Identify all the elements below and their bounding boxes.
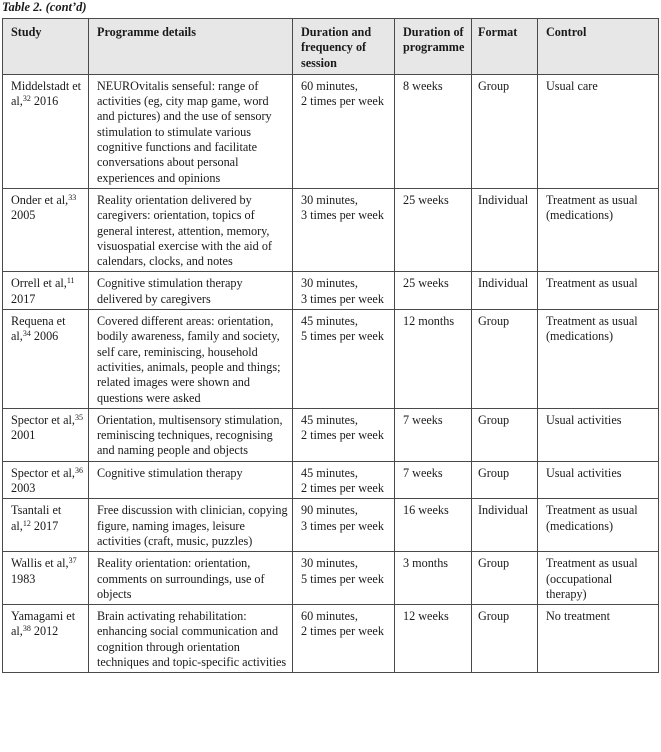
format-cell: Group [472, 74, 538, 188]
session-length: 60 minutes, [301, 78, 358, 93]
session-cell [293, 408, 395, 461]
programme-duration-cell: 3 months [395, 552, 472, 605]
format-cell: Group [472, 461, 538, 499]
format-cell: Group [472, 552, 538, 605]
reference-number: 33 [68, 192, 77, 202]
programme-details-cell: Orientation, multisensory stimulation, reminiscing techniques, recognising and naming people and objects [89, 408, 293, 461]
study-authors: Spector et al, [11, 412, 75, 427]
reference-number: 38 [22, 624, 31, 634]
study-cell [3, 605, 89, 673]
session-length: 45 minutes, [301, 412, 358, 427]
control-cell: Treatment as usual (occupational therapy) [538, 552, 659, 605]
programme-duration-cell: 16 weeks [395, 499, 472, 552]
session-frequency: 2 times per week [301, 481, 384, 496]
study-year: 2017 [11, 291, 36, 306]
session-length: 30 minutes, [301, 276, 358, 291]
programme-details-cell: Covered different areas: orientation, bodily awareness, family and society, self care, reminiscing, household activities, animals, people and things; related images were shown and questions were asked [89, 310, 293, 409]
control-cell: Treatment as usual (medications) [538, 188, 659, 271]
session-cell [293, 310, 395, 409]
study-cell [3, 74, 89, 188]
study-year: 2017 [30, 518, 59, 533]
control-cell: Treatment as usual [538, 272, 659, 310]
study-year: 2012 [30, 624, 59, 639]
table-body [3, 74, 659, 672]
session-cell [293, 272, 395, 310]
header-study: Study [3, 19, 89, 75]
programme-duration-cell: 12 weeks [395, 605, 472, 673]
study-cell [3, 272, 89, 310]
study-year: 2006 [30, 329, 59, 344]
table-header [3, 19, 659, 75]
header-control: Control [538, 19, 659, 75]
programme-duration-cell: 12 months [395, 310, 472, 409]
reference-number: 11 [66, 276, 75, 286]
programme-details-cell: Brain activating rehabilitation: enhancing social communication and cognition through orientation techniques and topic-specific activities [89, 605, 293, 673]
session-cell [293, 74, 395, 188]
session-frequency: 2 times per week [301, 94, 384, 109]
session-length: 45 minutes, [301, 465, 358, 480]
study-year: 2016 [30, 94, 59, 109]
control-cell: Usual care [538, 74, 659, 188]
study-year: 2005 [11, 208, 36, 223]
reference-number: 12 [22, 518, 31, 528]
session-frequency: 2 times per week [301, 428, 384, 443]
table-row [3, 605, 659, 673]
format-cell: Group [472, 408, 538, 461]
session-cell [293, 605, 395, 673]
session-frequency: 2 times per week [301, 624, 384, 639]
session-length: 90 minutes, [301, 503, 358, 518]
session-frequency: 5 times per week [301, 329, 384, 344]
session-cell [293, 188, 395, 271]
study-cell [3, 408, 89, 461]
session-cell [293, 499, 395, 552]
session-frequency: 5 times per week [301, 571, 384, 586]
table-row [3, 552, 659, 605]
studies-table [2, 18, 659, 673]
study-authors: Onder et al, [11, 192, 69, 207]
format-cell: Individual [472, 499, 538, 552]
study-authors: Orrell et al, [11, 276, 67, 291]
control-cell: Usual activities [538, 408, 659, 461]
session-length: 30 minutes, [301, 192, 358, 207]
control-cell: Treatment as usual (medications) [538, 310, 659, 409]
programme-duration-cell: 7 weeks [395, 408, 472, 461]
table-row [3, 310, 659, 409]
table-row [3, 272, 659, 310]
session-cell [293, 552, 395, 605]
study-authors: Requena et al, [11, 314, 66, 344]
study-year: 1983 [11, 571, 36, 586]
programme-details-cell: Free discussion with clinician, copying figure, naming images, leisure activities (craft, music, puzzles) [89, 499, 293, 552]
session-length: 60 minutes, [301, 609, 358, 624]
session-frequency: 3 times per week [301, 208, 384, 223]
reference-number: 37 [68, 556, 77, 566]
session-length: 30 minutes, [301, 556, 358, 571]
study-authors: Tsantali et al, [11, 503, 62, 533]
control-cell: Usual activities [538, 461, 659, 499]
study-cell [3, 461, 89, 499]
reference-number: 34 [22, 329, 31, 339]
study-cell [3, 552, 89, 605]
study-authors: Yamagami et al, [11, 609, 76, 639]
session-frequency: 3 times per week [301, 518, 384, 533]
session-length: 45 minutes, [301, 314, 358, 329]
control-cell: Treatment as usual (medications) [538, 499, 659, 552]
programme-details-cell: Cognitive stimulation therapy [89, 461, 293, 499]
study-authors: Middelstadt et al, [11, 78, 82, 109]
session-cell [293, 461, 395, 499]
format-cell: Group [472, 605, 538, 673]
format-cell: Group [472, 310, 538, 409]
programme-details-cell: Reality orientation delivered by caregivers: orientation, topics of general interest, attention, memory, visuospatial exercise with the aid of calendars, clocks, and notes [89, 188, 293, 271]
table-row [3, 499, 659, 552]
reference-number: 32 [22, 94, 31, 104]
table-caption: Table 2. (cont’d) [2, 0, 87, 14]
study-year: 2003 [11, 481, 36, 496]
header-programme-duration: Duration of programme [395, 19, 472, 75]
programme-details-cell: Cognitive stimulation therapy delivered by caregivers [89, 272, 293, 310]
table-row [3, 461, 659, 499]
table-row [3, 74, 659, 188]
study-authors: Spector et al, [11, 465, 75, 480]
format-cell: Individual [472, 272, 538, 310]
programme-details-cell: NEUROvitalis senseful: range of activities (eg, city map game, word and pictures) and the use of sensory stimulation to stimulate various cognitive functions and facilitate conversations about personal experiences and opinions [89, 74, 293, 188]
header-session-duration: Duration and frequency of session [293, 19, 395, 75]
programme-duration-cell: 7 weeks [395, 461, 472, 499]
study-cell [3, 499, 89, 552]
programme-duration-cell: 8 weeks [395, 74, 472, 188]
study-year: 2001 [11, 428, 36, 443]
programme-details-cell: Reality orientation: orientation, comments on surroundings, use of objects [89, 552, 293, 605]
programme-duration-cell: 25 weeks [395, 188, 472, 271]
study-cell [3, 188, 89, 271]
table-row [3, 188, 659, 271]
programme-duration-cell: 25 weeks [395, 272, 472, 310]
header-format: Format [472, 19, 538, 75]
header-programme-details: Programme details [89, 19, 293, 75]
format-cell: Individual [472, 188, 538, 271]
reference-number: 36 [74, 465, 83, 475]
table-row [3, 408, 659, 461]
study-authors: Wallis et al, [11, 556, 69, 571]
control-cell: No treatment [538, 605, 659, 673]
study-cell [3, 310, 89, 409]
reference-number: 35 [74, 412, 83, 422]
header-row [3, 19, 659, 75]
session-frequency: 3 times per week [301, 291, 384, 306]
